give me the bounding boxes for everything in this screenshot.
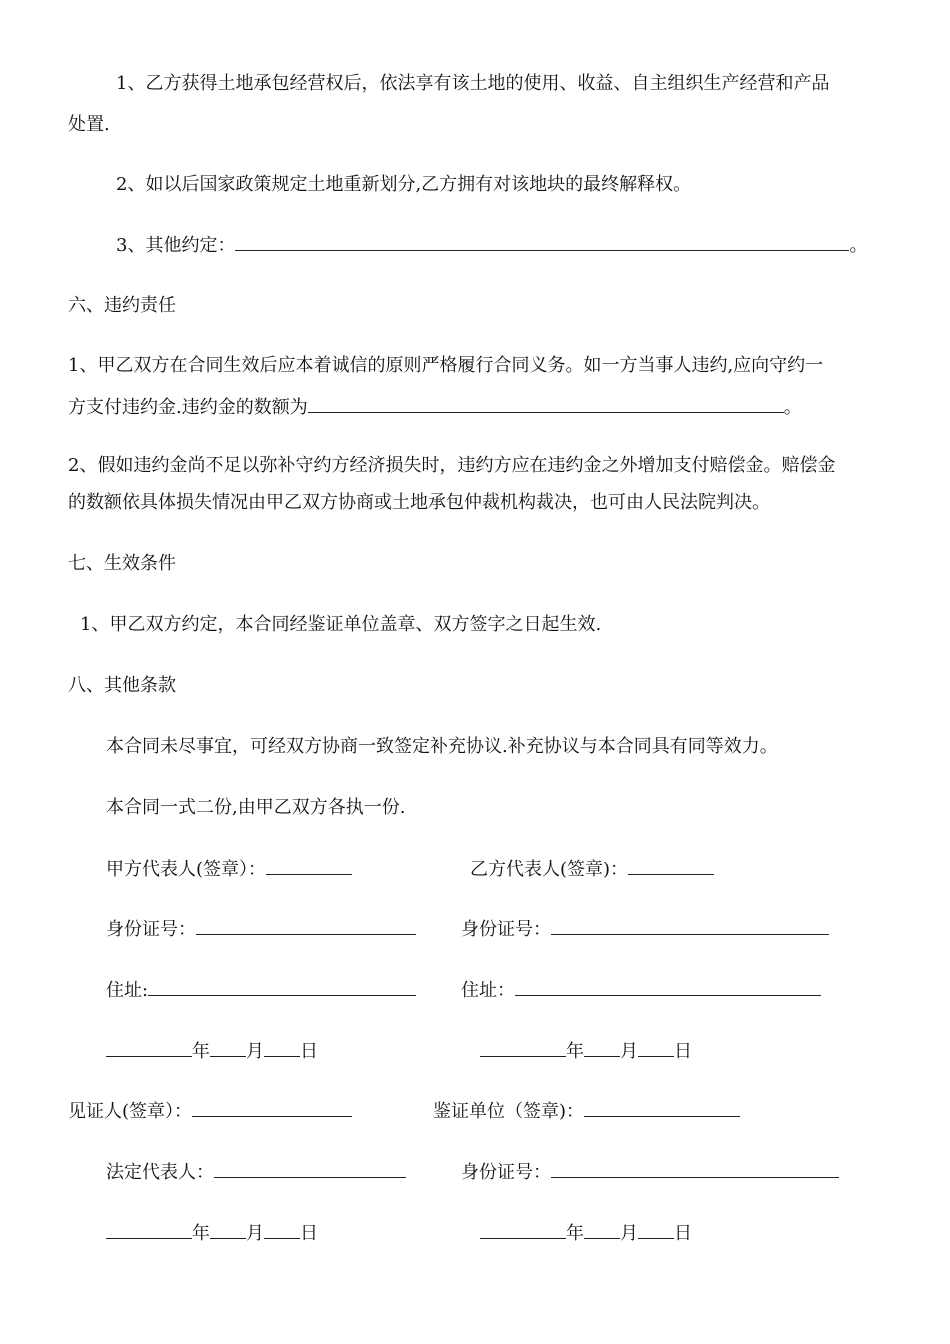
witness-day-field[interactable] — [264, 1220, 300, 1239]
witness-label: 见证人(签章）： — [68, 1101, 193, 1122]
section8-title: 八、其他条款 — [68, 675, 176, 696]
day-label: 日 — [300, 1041, 318, 1062]
section5-item1-line1: 1、乙方获得土地承包经营权后，依法享有该土地的使用、收益、自主组织生产经营和产品 — [116, 73, 830, 94]
party-a-date — [106, 1038, 318, 1064]
day-label: 日 — [674, 1041, 692, 1062]
party-a-id-label: 身份证号： — [106, 919, 196, 940]
party-a-year-field[interactable] — [106, 1038, 192, 1057]
month-label: 月 — [620, 1041, 638, 1062]
day-label: 日 — [674, 1223, 692, 1244]
section6-item2-line2: 的数额依具体损失情况由甲乙双方协商或土地承包仲裁机构裁决，也可由人民法院判决。 — [68, 492, 770, 513]
penalty-label: 方支付违约金.违约金的数额为 — [68, 397, 308, 418]
party-a-day-field[interactable] — [264, 1038, 300, 1057]
section6-item2-line1: 2、假如违约金尚不足以弥补守约方经济损失时，违约方应在违约金之外增加支付赔偿金。赔偿金 — [68, 455, 836, 476]
party-b-rep-field[interactable] — [628, 856, 714, 875]
section6-item1-line1: 1、甲乙双方在合同生效后应本着诚信的原则严格履行合同义务。如一方当事人违约,应向守约一 — [68, 355, 824, 376]
other-agreement-field[interactable] — [235, 232, 849, 251]
party-b-address-field[interactable] — [515, 977, 821, 996]
month-label: 月 — [246, 1223, 264, 1244]
section6-title: 六、违约责任 — [68, 295, 176, 316]
party-a-month-field[interactable] — [210, 1038, 246, 1057]
party-b-day-field[interactable] — [638, 1038, 674, 1057]
period: 。 — [783, 397, 802, 418]
legal-rep-id — [461, 1159, 839, 1185]
day-label: 日 — [300, 1223, 318, 1244]
witness-date — [106, 1220, 318, 1246]
year-label: 年 — [566, 1223, 584, 1244]
section8-p1: 本合同未尽事宜，可经双方协商一致签定补充协议.补充协议与本合同具有同等效力。 — [106, 736, 778, 757]
month-label: 月 — [620, 1223, 638, 1244]
certifying-year-field[interactable] — [480, 1220, 566, 1239]
legal-rep-field[interactable] — [214, 1159, 406, 1178]
witness-field[interactable] — [192, 1098, 352, 1117]
other-agreement-label: 3、其他约定： — [116, 235, 236, 256]
legal-rep-id-label: 身份证号： — [461, 1162, 551, 1183]
party-a-address — [106, 977, 416, 1003]
legal-rep-id-field[interactable] — [551, 1159, 839, 1178]
party-b-id-field[interactable] — [551, 916, 829, 935]
section5-item3 — [116, 232, 867, 258]
party-a-rep-field[interactable] — [266, 856, 352, 875]
party-a-id-field[interactable] — [196, 916, 416, 935]
party-b-rep-label: 乙方代表人(签章)： — [470, 859, 629, 880]
party-b-id-label: 身份证号： — [461, 919, 551, 940]
section7-title: 七、生效条件 — [68, 553, 176, 574]
year-label: 年 — [192, 1041, 210, 1062]
period: 。 — [849, 235, 868, 256]
section6-item1-line2 — [68, 394, 802, 420]
witness-month-field[interactable] — [210, 1220, 246, 1239]
witness-year-field[interactable] — [106, 1220, 192, 1239]
certifying-month-field[interactable] — [584, 1220, 620, 1239]
certifying-date — [480, 1220, 692, 1246]
party-b-address — [461, 977, 821, 1003]
party-a-rep-label: 甲方代表人(签章）： — [106, 859, 267, 880]
certifying-unit-field[interactable] — [584, 1098, 740, 1117]
party-b-id — [461, 916, 829, 942]
party-a-address-field[interactable] — [148, 977, 416, 996]
section5-item2: 2、如以后国家政策规定土地重新划分,乙方拥有对该地块的最终解释权。 — [116, 174, 692, 195]
month-label: 月 — [246, 1041, 264, 1062]
certifying-unit-label: 鉴证单位（签章)： — [433, 1101, 585, 1122]
certifying-unit — [433, 1098, 740, 1124]
section5-item1-line2: 处置. — [68, 114, 110, 135]
party-b-address-label: 住址： — [461, 980, 515, 1001]
legal-rep-label: 法定代表人： — [106, 1162, 214, 1183]
party-a-rep — [106, 856, 352, 882]
party-b-year-field[interactable] — [480, 1038, 566, 1057]
section7-item1: 1、甲乙双方约定，本合同经鉴证单位盖章、双方签字之日起生效. — [80, 614, 602, 635]
penalty-amount-field[interactable] — [308, 394, 784, 413]
party-b-date — [480, 1038, 692, 1064]
party-a-id — [106, 916, 416, 942]
year-label: 年 — [566, 1041, 584, 1062]
certifying-day-field[interactable] — [638, 1220, 674, 1239]
section8-p2: 本合同一式二份,由甲乙双方各执一份. — [106, 797, 406, 818]
party-b-month-field[interactable] — [584, 1038, 620, 1057]
party-a-address-label: 住址: — [106, 980, 149, 1001]
legal-rep — [106, 1159, 406, 1185]
year-label: 年 — [192, 1223, 210, 1244]
party-b-rep — [470, 856, 714, 882]
witness — [68, 1098, 352, 1124]
